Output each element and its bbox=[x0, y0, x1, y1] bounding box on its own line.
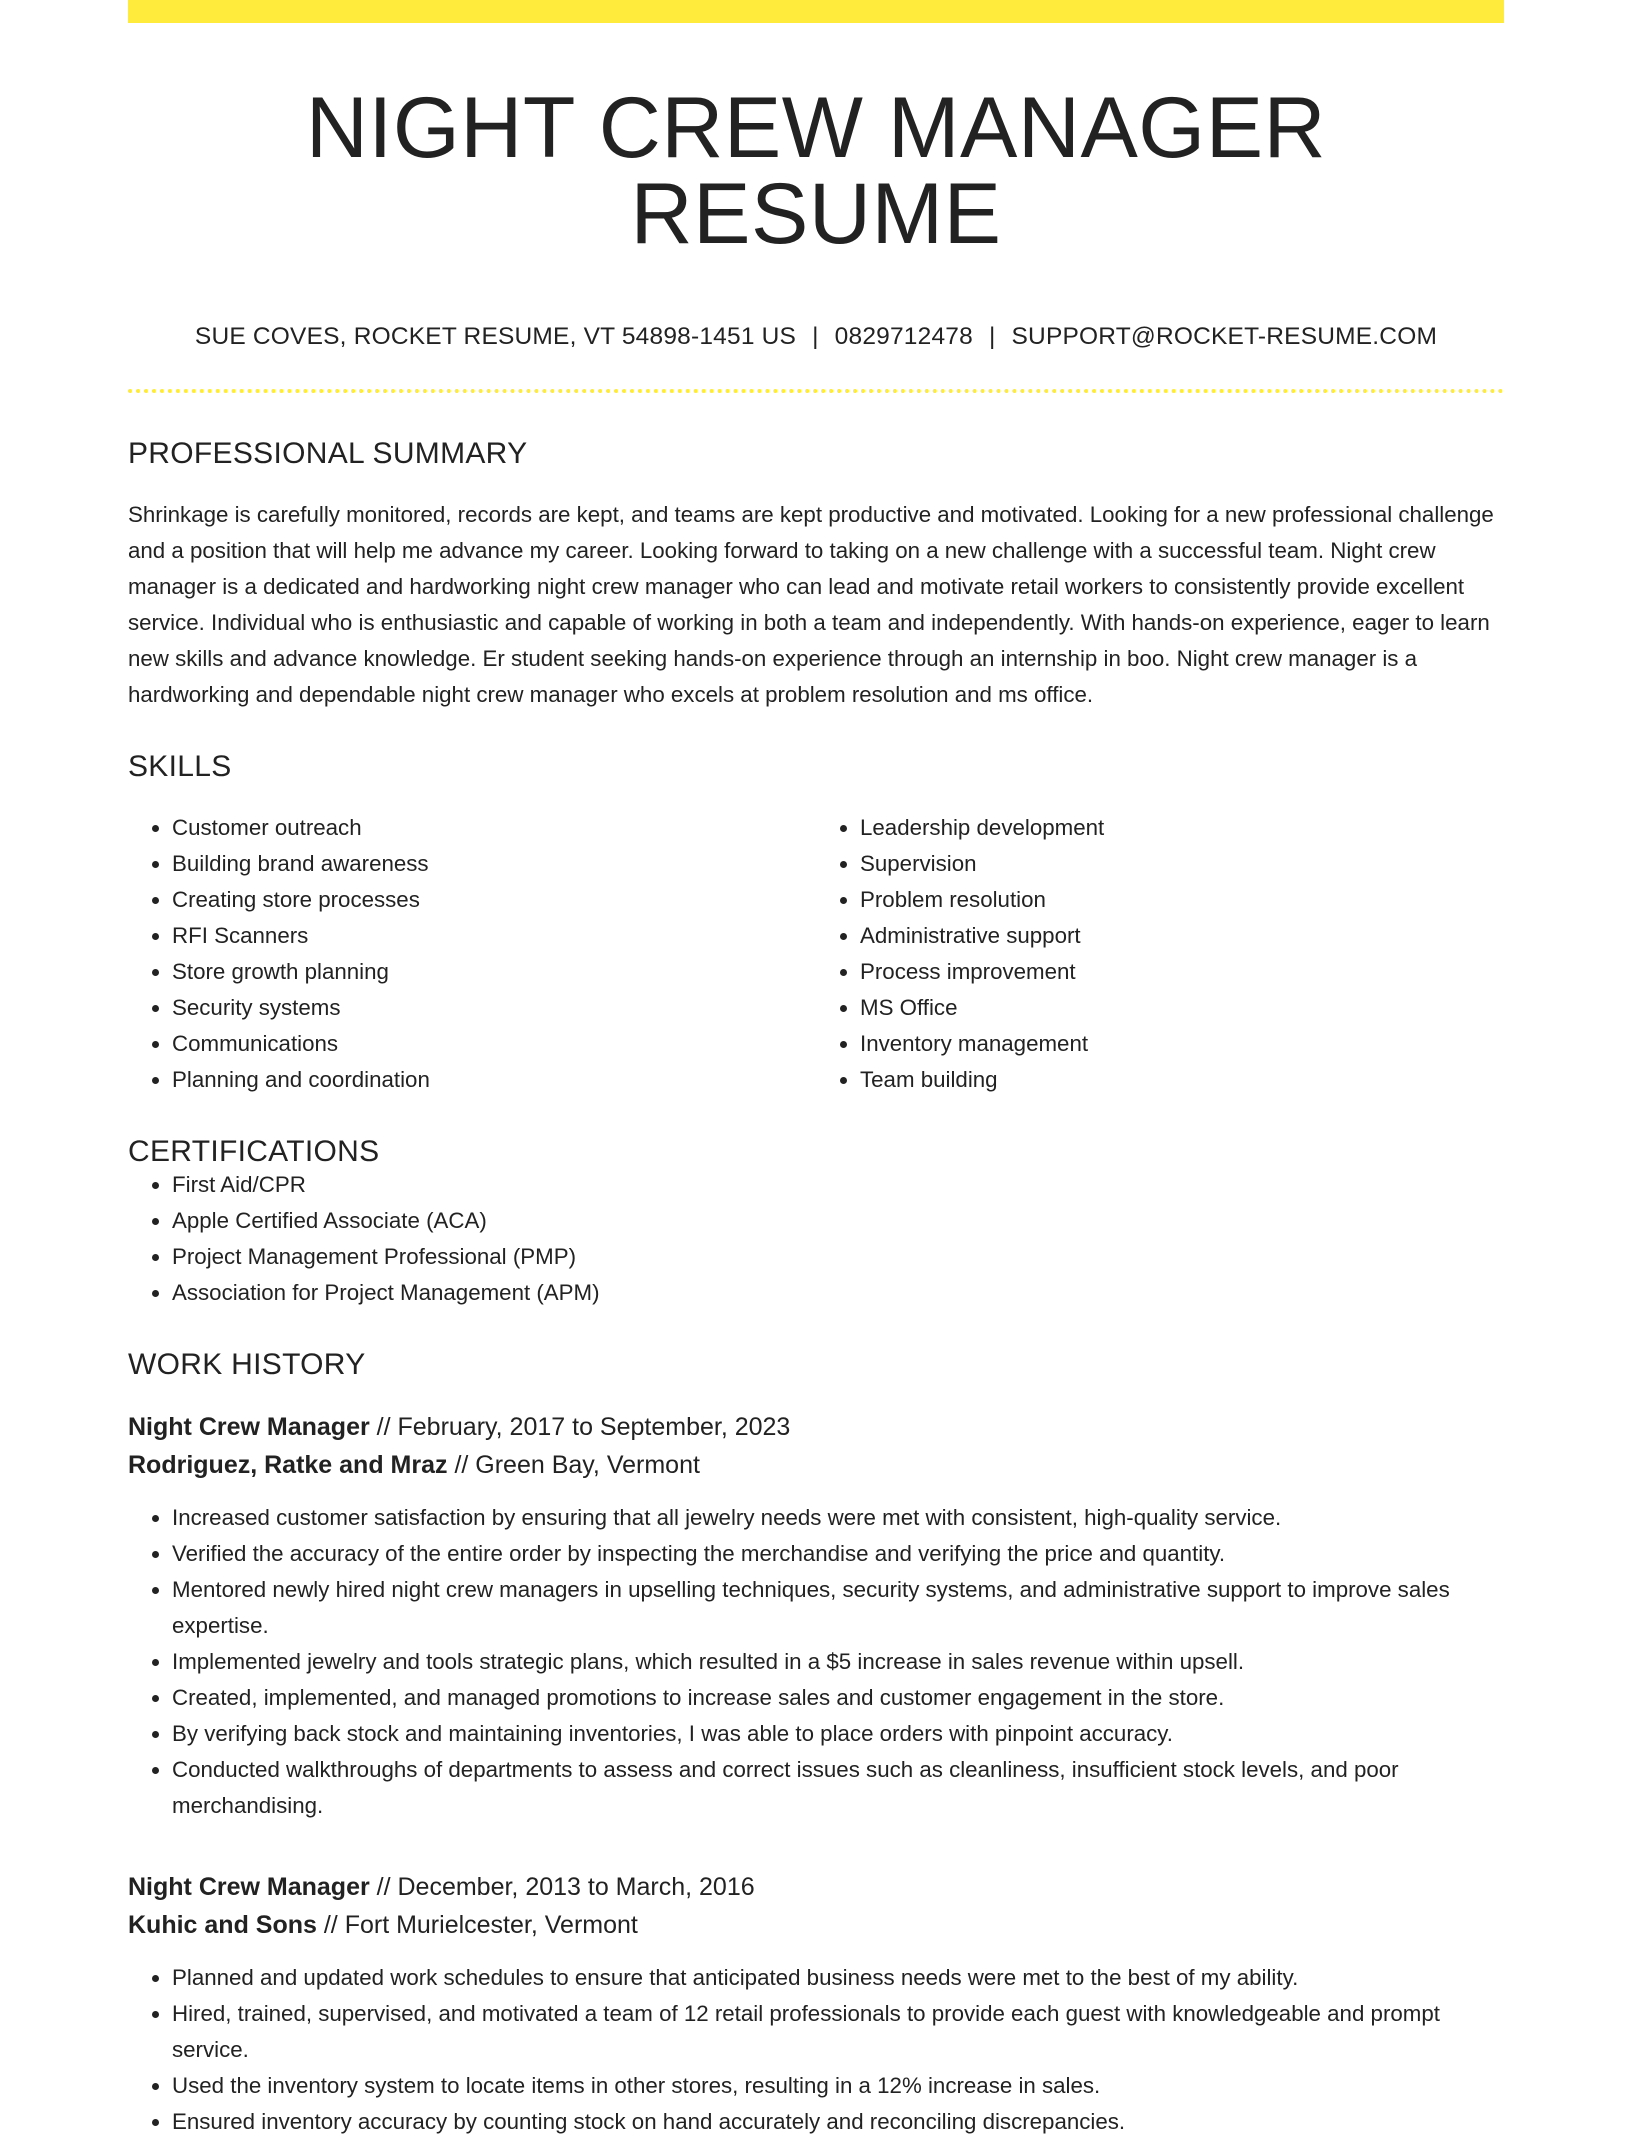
contact-separator: | bbox=[812, 323, 819, 350]
contact-email[interactable]: SUPPORT@ROCKET-RESUME.COM bbox=[1011, 323, 1438, 350]
skill-item: • Creating store processes bbox=[172, 882, 816, 918]
dotted-divider bbox=[128, 389, 1504, 393]
skill-item: • Team building bbox=[860, 1062, 1504, 1098]
certifications-list bbox=[128, 1167, 1504, 1311]
skill-item: • Process improvement bbox=[860, 954, 1504, 990]
skill-item: • RFI Scanners bbox=[172, 918, 816, 954]
skills-section bbox=[128, 752, 1504, 1098]
job-dates: // February, 2017 to September, 2023 bbox=[369, 1413, 791, 1441]
skills-heading: SKILLS bbox=[128, 750, 232, 783]
job-title-line bbox=[128, 1408, 1504, 1446]
job-bullet: • Planned and updated work schedules to ensure that anticipated business needs were met to the best of my ability. bbox=[172, 1960, 1504, 1996]
skill-item: • Leadership development bbox=[860, 810, 1504, 846]
certifications-heading: CERTIFICATIONS bbox=[128, 1135, 380, 1168]
skill-item: • Store growth planning bbox=[172, 954, 816, 990]
job-bullet: • Ensured inventory accuracy by counting stock on hand accurately and reconciling discrepancies. bbox=[172, 2104, 1504, 2140]
job-bullet: • Increased customer satisfaction by ensuring that all jewelry needs were met with consistent, high-quality service. bbox=[172, 1500, 1504, 1536]
job-bullet: • Hired, trained, supervised, and motivated a team of 12 retail professionals to provide each guest with knowledgeable and prompt service. bbox=[172, 1996, 1504, 2068]
resume-page bbox=[128, 0, 1504, 2140]
certification-item: • Apple Certified Associate (ACA) bbox=[172, 1203, 1504, 1239]
certification-item: • First Aid/CPR bbox=[172, 1167, 1504, 1203]
job-dates: // December, 2013 to March, 2016 bbox=[369, 1873, 755, 1901]
work-history-heading: WORK HISTORY bbox=[128, 1348, 366, 1381]
work-history-section bbox=[128, 1350, 1504, 2140]
certification-item: • Association for Project Management (APM) bbox=[172, 1275, 1504, 1311]
skill-item: • Building brand awareness bbox=[172, 846, 816, 882]
job-entry bbox=[128, 1408, 1504, 1824]
summary-heading: PROFESSIONAL SUMMARY bbox=[128, 437, 528, 470]
job-bullet: • Used the inventory system to locate items in other stores, resulting in a 12% increase in sales. bbox=[172, 2068, 1504, 2104]
certification-item: • Project Management Professional (PMP) bbox=[172, 1239, 1504, 1275]
skills-list-left bbox=[128, 810, 816, 1098]
contact-separator: | bbox=[988, 323, 996, 350]
job-bullets bbox=[128, 1500, 1504, 1824]
job-company: Rodriguez, Ratke and Mraz bbox=[128, 1451, 448, 1479]
job-entry bbox=[128, 1868, 1504, 2140]
skills-columns bbox=[128, 810, 1504, 1098]
job-company-line bbox=[128, 1446, 1504, 1484]
job-bullet: • Verified the accuracy of the entire order by inspecting the merchandise and verifying the price and quantity. bbox=[172, 1536, 1504, 1572]
job-company-line bbox=[128, 1906, 1504, 1944]
job-bullet: • By verifying back stock and maintaining inventories, I was able to place orders with pinpoint accuracy. bbox=[172, 1716, 1504, 1752]
skill-item: • MS Office bbox=[860, 990, 1504, 1026]
job-title: Night Crew Manager bbox=[128, 1413, 370, 1441]
contact-address: SUE COVES, ROCKET RESUME, VT 54898-1451 US bbox=[194, 323, 797, 350]
certifications-section bbox=[128, 1137, 1504, 1311]
skill-item: • Communications bbox=[172, 1026, 816, 1062]
skill-item: • Security systems bbox=[172, 990, 816, 1026]
top-accent-bar bbox=[128, 0, 1504, 23]
job-location: // Green Bay, Vermont bbox=[447, 1451, 700, 1479]
skill-item: • Inventory management bbox=[860, 1026, 1504, 1062]
job-bullet: • Implemented jewelry and tools strategic plans, which resulted in a $5 increase in sales revenue within upsell. bbox=[172, 1644, 1504, 1680]
summary-section bbox=[128, 439, 1504, 713]
job-title: Night Crew Manager bbox=[128, 1873, 370, 1901]
job-company: Kuhic and Sons bbox=[128, 1911, 317, 1939]
skill-item: • Customer outreach bbox=[172, 810, 816, 846]
skill-item: • Problem resolution bbox=[860, 882, 1504, 918]
summary-text: Shrinkage is carefully monitored, records are kept, and teams are kept productive and motivated. Looking for a new professional challenge and a position that will help me advance my career. Looking forward to taking on a new challenge with a successful team. Night crew manager is a dedicated and hardworking night crew manager who can lead and motivate retail workers to consistently provide excellent service. Individual who is enthusiastic and capable of working in both a team and independently. With hands-on experience, eager to learn new skills and advance knowledge. Er student seeking hands-on experience through an internship in boo. Night crew manager is a hardworking and dependable night crew manager who excels at problem resolution and ms office. bbox=[128, 502, 1494, 707]
skill-item: • Planning and coordination bbox=[172, 1062, 816, 1098]
skills-list-right bbox=[816, 810, 1504, 1098]
job-title-line bbox=[128, 1868, 1504, 1906]
job-bullet: • Mentored newly hired night crew managers in upselling techniques, security systems, and administrative support to improve sales expertise. bbox=[172, 1572, 1504, 1644]
skill-item: • Administrative support bbox=[860, 918, 1504, 954]
job-bullets bbox=[128, 1960, 1504, 2140]
job-location: // Fort Murielcester, Vermont bbox=[316, 1911, 638, 1939]
skill-item: • Supervision bbox=[860, 846, 1504, 882]
contact-line bbox=[128, 323, 1504, 351]
contact-phone[interactable]: 0829712478 bbox=[834, 323, 973, 350]
job-bullet: • Created, implemented, and managed promotions to increase sales and customer engagement in the store. bbox=[172, 1680, 1504, 1716]
job-bullet: • Conducted walkthroughs of departments to assess and correct issues such as cleanliness, insufficient stock levels, and poor merchandising. bbox=[172, 1752, 1504, 1824]
resume-title: NIGHT CREW MANAGER RESUME bbox=[305, 80, 1327, 262]
